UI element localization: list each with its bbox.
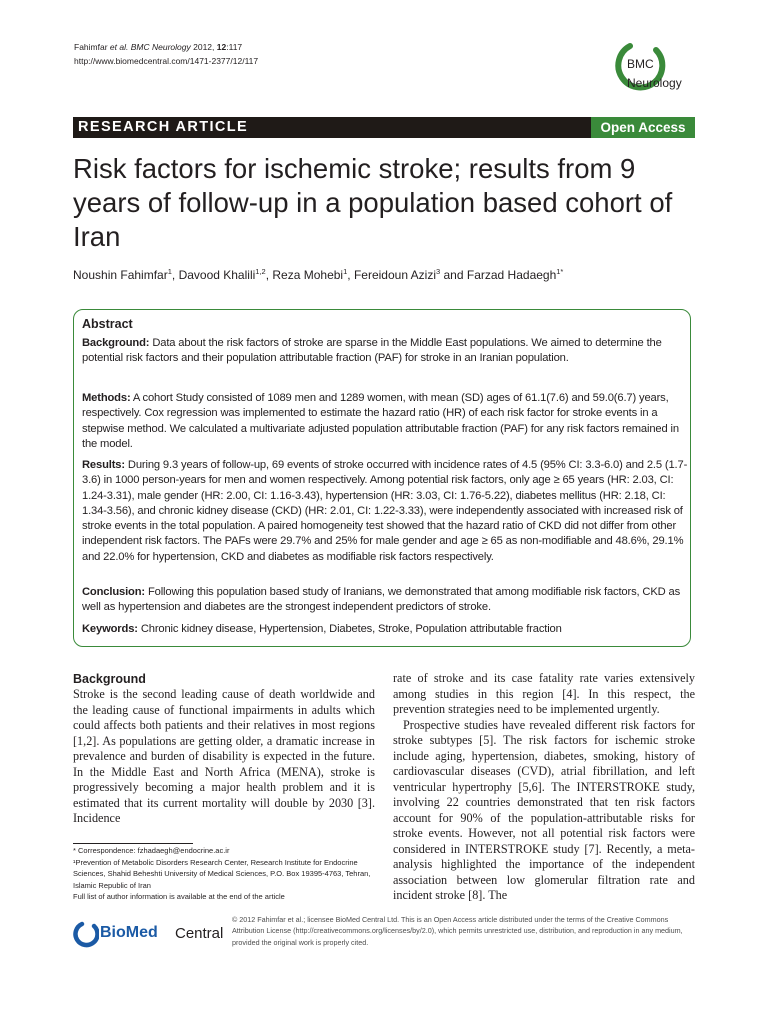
author-info-note: Full list of author information is available at the end of the article <box>73 892 285 901</box>
abstract-background-text: Data about the risk factors of stroke are sparse in the Middle East populations. We aimed to determine the potential risk factors and their population attributable fraction (PAF) for stroke in an Iranian population. <box>82 337 662 365</box>
citation-header <box>74 40 258 68</box>
author-name: Davood Khalili <box>178 268 256 282</box>
abstract-background-label: Background: <box>82 337 150 349</box>
abstract-conclusion-text: Following this population based study of Iranians, we demonstrated that among modifiable risk factors, CKD as well as hypertension and diabetes are the strongest independent predictors of stroke. <box>82 586 681 614</box>
author-affiliation: 1 <box>343 267 348 276</box>
article-type-banner <box>73 117 695 138</box>
citation-journal: BMC Neurology <box>130 42 191 52</box>
abstract-background <box>82 336 690 367</box>
author-name: Reza Mohebi <box>272 268 344 282</box>
logo-journal: Neurology <box>627 76 682 90</box>
author-affiliation: 1* <box>556 267 564 276</box>
abstract-keywords-label: Keywords: <box>82 623 138 635</box>
logo-brand: BMC <box>627 57 654 71</box>
article-type: RESEARCH ARTICLE <box>78 119 249 135</box>
author-name: Farzad Hadaegh <box>466 268 557 282</box>
license-text: © 2012 Fahimfar et al.; licensee BioMed Central Ltd. This is an Open Access article distributed under the terms of the Creative Commons Attribution License (http://creativecommons.org/licenses/by/2.0), which permits unrestricted use, distribution, and reproduction in any medium, provided the original work is properly cited. <box>232 915 683 947</box>
abstract-methods-text: A cohort Study consisted of 1089 men and 1289 women, with mean (SD) ages of 61.1(7.6) and 59.0(6.7) years, respectively. Cox regression was implemented to estimate the hazard ratio (HR) of each risk factor for stroke events in a stepwise method. We calculated a multivariate adjusted population attributable fraction (PAF) for any risk factors remained in the model. <box>82 392 679 450</box>
citation-volume: 12 <box>216 42 227 52</box>
article-title: Risk factors for ischemic stroke; results from 9 years of follow-up in a population based cohort of Iran <box>73 153 673 252</box>
abstract-results <box>82 458 690 565</box>
abstract-conclusion <box>82 585 690 616</box>
author-name: Noushin Fahimfar <box>73 268 168 282</box>
citation-year: 2012, <box>193 42 215 52</box>
publisher-central: Central <box>175 925 224 942</box>
abstract-keywords-text: Chronic kidney disease, Hypertension, Diabetes, Stroke, Population attributable fraction <box>140 623 562 635</box>
author-list: Noushin Fahimfar$^1$, Davood Khalili$^{1,2}$, Reza Mohebi$^1$, Fereidoun Azizi$^3$ and Farzad Hadaegh$^{1*}$ <box>73 267 564 282</box>
abstract-heading: Abstract <box>82 317 133 331</box>
bmc-neurology-logo <box>610 40 700 98</box>
correspondence-note: * Correspondence: fzhadaegh@endocrine.ac.ir <box>73 846 230 855</box>
open-access-badge: Open Access <box>591 117 695 138</box>
citation-article: :117 <box>226 42 243 52</box>
citation-authors: Fahimfar <box>74 42 108 52</box>
affiliation-note: ¹Prevention of Metabolic Disorders Research Center, Research Institute for Endocrine Sciences, Shahid Beheshti University of Medical Sciences, P.O. Box 19395-4763, Tehran, Islamic Republic of Iran <box>73 857 371 890</box>
abstract-methods <box>82 391 690 452</box>
abstract-results-label: Results: <box>82 459 125 471</box>
citation-line <box>74 40 258 54</box>
citation-etal: et al. <box>109 42 129 52</box>
citation-url[interactable]: http://www.biomedcentral.com/1471-2377/12/117 <box>74 56 259 66</box>
author-affiliation: 1,2 <box>255 267 266 276</box>
abstract-results-text: During 9.3 years of follow-up, 69 events of stroke occurred with incidence rates of 4.5 (95% CI: 3.3-6.0) and 2.5 (1.7-3.6) in 1000 person-years for men and women respectively. Among potential risk factors, only age ≥ 65 years (HR: 2.03, CI: 1.24-3.31), male gender (HR: 2.00, CI: 1.16-3.43), hypertension (HR: 3.03, CI: 1.76-5.22), diabetes mellitus (HR: 2.18, CI: 1.34-3.56), and chronic kidney disease (CKD) (HR: 2.01, CI: 1.22-3.33), were independently associated with increased risk of stroke events in the total population. A paired homogeneity test showed that the hazard ratio of CKD did not differ from other independent risk factors. The PAFs were 29.7% and 25% for male gender and age ≥ 65 as non-modifiable and 48.6%, 29.1% and 22.0% for hypertension, CKD and diabetes as modifiable risk factors respectively. <box>82 459 688 563</box>
biomed-central-logo <box>73 918 233 950</box>
footnotes <box>73 845 383 903</box>
author-affiliation: 1 <box>167 267 172 276</box>
biomed-arc-icon <box>73 920 99 948</box>
body-right-column <box>393 671 695 904</box>
author-affiliation: 3 <box>436 267 441 276</box>
abstract-methods-label: Methods: <box>82 392 131 404</box>
abstract-conclusion-label: Conclusion: <box>82 586 145 598</box>
abstract-keywords <box>82 622 690 637</box>
body-paragraph: Stroke is the second leading cause of death worldwide and the leading cause of functional impairments in adults which could affects both patients and their relatives in most regions [1,2]. As populations are getting older, a dramatic increase in prevalence and burden of disability is expected in the future. In the Middle East and North Africa (MENA), stroke is progressively becoming a major health problem and it is estimated that its current mortality will double by 2030 [3]. Incidence <box>73 687 375 825</box>
background-heading: Background <box>73 672 146 686</box>
author-name: Fereidoun Azizi <box>353 268 436 282</box>
body-paragraph: Prospective studies have revealed different risk factors for stroke subtypes [5]. The risk factors for ischemic stroke include aging, hypertension, diabetes, smoking, history of cardiovascular diseases (CVD), atrial fibrillation, and left ventricular hypertrophy [5,6]. The INTERSTROKE study, involving 22 countries demonstrated that ten risk factors account for 90% of the population-attributable risks for stroke events. However, not all potential risk factors were considered in INTERSTROKE study [7]. Recently, a meta-analysis highlighted the importance of the independent association between low glomerular filtration rate and incident stroke [8]. The <box>393 717 695 902</box>
body-left-column <box>73 687 375 827</box>
body-paragraph: rate of stroke and its case fatality rate varies extensively among studies in this region [4]. In this respect, the prevention strategies need to be implemented urgently. <box>393 671 695 716</box>
footnote-divider <box>73 843 193 844</box>
publisher-biomed: BioMed <box>100 924 158 941</box>
